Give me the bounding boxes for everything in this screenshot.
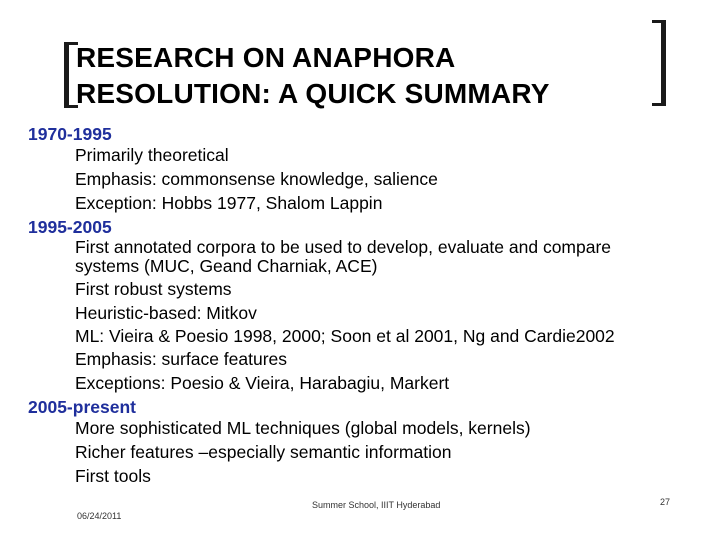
list-item: ML: Vieira & Poesio 1998, 2000; Soon et al 2001, Ng and Cardie2002	[75, 326, 615, 346]
list-item: First robust systems	[75, 279, 232, 299]
section-items	[28, 418, 648, 487]
slide-content	[28, 124, 648, 490]
section-1970-1995	[28, 124, 648, 214]
page-number: 27	[660, 497, 671, 507]
list-item: Exception: Hobbs 1977, Shalom Lappin	[75, 193, 383, 213]
list-item: More sophisticated ML techniques (global models, kernels)	[75, 418, 531, 438]
title-line-2: RESOLUTION: A QUICK SUMMARY	[76, 78, 550, 109]
title-line-1: RESEARCH ON ANAPHORA	[76, 42, 456, 73]
section-heading: 1970-1995	[28, 124, 112, 144]
section-1995-2005	[28, 217, 648, 394]
section-items	[28, 145, 648, 214]
section-heading: 1995-2005	[28, 217, 112, 237]
list-item: First tools	[75, 466, 151, 486]
section-2005-present	[28, 397, 648, 487]
footer-date: 06/24/2011	[77, 511, 122, 521]
list-item: Exceptions: Poesio & Vieira, Harabagiu, Markert	[75, 373, 450, 393]
list-item: Richer features –especially semantic information	[75, 442, 452, 462]
footer-venue: Summer School, IIIT Hyderabad	[312, 500, 441, 510]
section-heading: 2005-present	[28, 397, 136, 417]
title-bracket-right	[652, 20, 666, 106]
slide-title	[76, 40, 550, 112]
list-item: First annotated corpora to be used to develop, evaluate and compare systems (MUC, Geand Charniak, ACE)	[75, 237, 612, 276]
section-items	[28, 238, 648, 394]
list-item: Emphasis: surface features	[75, 349, 288, 369]
list-item: Primarily theoretical	[75, 145, 229, 165]
list-item: Heuristic-based: Mitkov	[75, 303, 257, 323]
list-item: Emphasis: commonsense knowledge, salience	[75, 169, 438, 189]
